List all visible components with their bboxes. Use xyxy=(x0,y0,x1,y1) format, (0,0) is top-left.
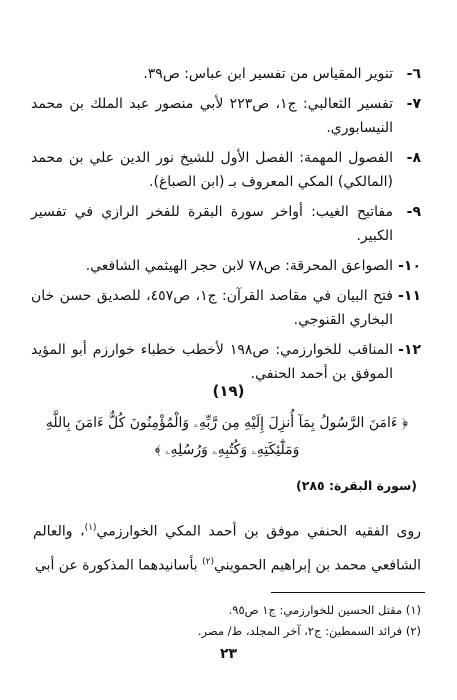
footnote: (٢) فرائد السمطين: ج٢، آخر المجلد، ط/ مصر. xyxy=(197,624,421,638)
verse-reference: (سورة البقرة: ٢٨٥) xyxy=(296,478,417,493)
footnotes xyxy=(31,600,421,642)
reference-item xyxy=(31,200,421,248)
reference-item xyxy=(31,146,421,194)
reference-text: الفصول المهمة: الفصل الأول للشيخ نور الدين علي بن محمد (المالكي) المكي المعروف بـ (ابن الصباغ). xyxy=(31,150,393,190)
reference-item xyxy=(31,62,421,86)
body-paragraph xyxy=(33,513,421,580)
footnote-marker: (٢) xyxy=(202,556,214,567)
reference-list xyxy=(31,62,421,392)
section-number-heading: (١٩) xyxy=(212,382,245,400)
reference-item xyxy=(31,92,421,140)
reference-number: ١١- xyxy=(398,288,421,304)
reference-text: فتح البيان في مقاصد القرآن: ج١، ص٤٥٧، للصديق حسن خان البخاري القنوجي. xyxy=(31,288,393,328)
footnote: (١) مقتل الحسين للخوارزمي: ج١ ص٩٥. xyxy=(228,603,421,617)
body-text-part: بأسانيدهما المذكورة عن أبي xyxy=(34,557,203,574)
page-number: ٢٣ xyxy=(219,646,238,662)
reference-text: تفسير الثعالبي: ج١، ص٢٢٣ لأبي منصور عبد الملك بن محمد النيسابوري. xyxy=(31,96,393,136)
reference-text: المناقب للخوارزمي: ص١٩٨ لأخطب خطباء خوارزم أبو المؤيد الموفق بن أحمد الحنفي. xyxy=(31,342,393,382)
footnote-marker: (١) xyxy=(84,523,97,533)
quran-verse: ﴿ ءَامَنَ الرَّسُولُ بِمَآ أُنزِلَ إِلَيْهِ مِن رَّبِّهِۦ وَالْمُؤْمِنُونَ كُلٌّ ءَامَنَ بِاللَّهِ وَمَلَٰٓئِكَتِهِۦ وَكُتُبِهِۦ وَرُسُلِهِۦ ﴾ xyxy=(45,415,409,458)
reference-number: ٦- xyxy=(406,66,421,82)
reference-number: ٨- xyxy=(406,150,421,166)
body-text-part: ، والعالم الشافعي محمد بن إبراهيم الحمويني xyxy=(33,523,421,574)
reference-number: ١٠- xyxy=(398,258,421,274)
reference-text: تنوير المقياس من تفسير ابن عباس: ص٣٩. xyxy=(143,66,393,82)
reference-item xyxy=(31,254,421,278)
reference-number: ١٢- xyxy=(398,342,421,358)
reference-text: مفاتيح الغيب: أواخر سورة البقرة للفخر الرازي في تفسير الكبير. xyxy=(31,204,393,244)
reference-item xyxy=(31,338,421,386)
body-text-part: روى الفقيه الحنفي موفق بن أحمد المكي الخوارزمي xyxy=(96,523,421,540)
reference-item xyxy=(31,284,421,332)
footnote-divider xyxy=(271,592,425,593)
reference-number: ٧- xyxy=(406,96,421,112)
reference-number: ٩- xyxy=(406,204,421,220)
reference-text: الصواعق المحرقة: ص٧٨ لابن حجر الهيثمي الشافعي. xyxy=(85,258,393,274)
